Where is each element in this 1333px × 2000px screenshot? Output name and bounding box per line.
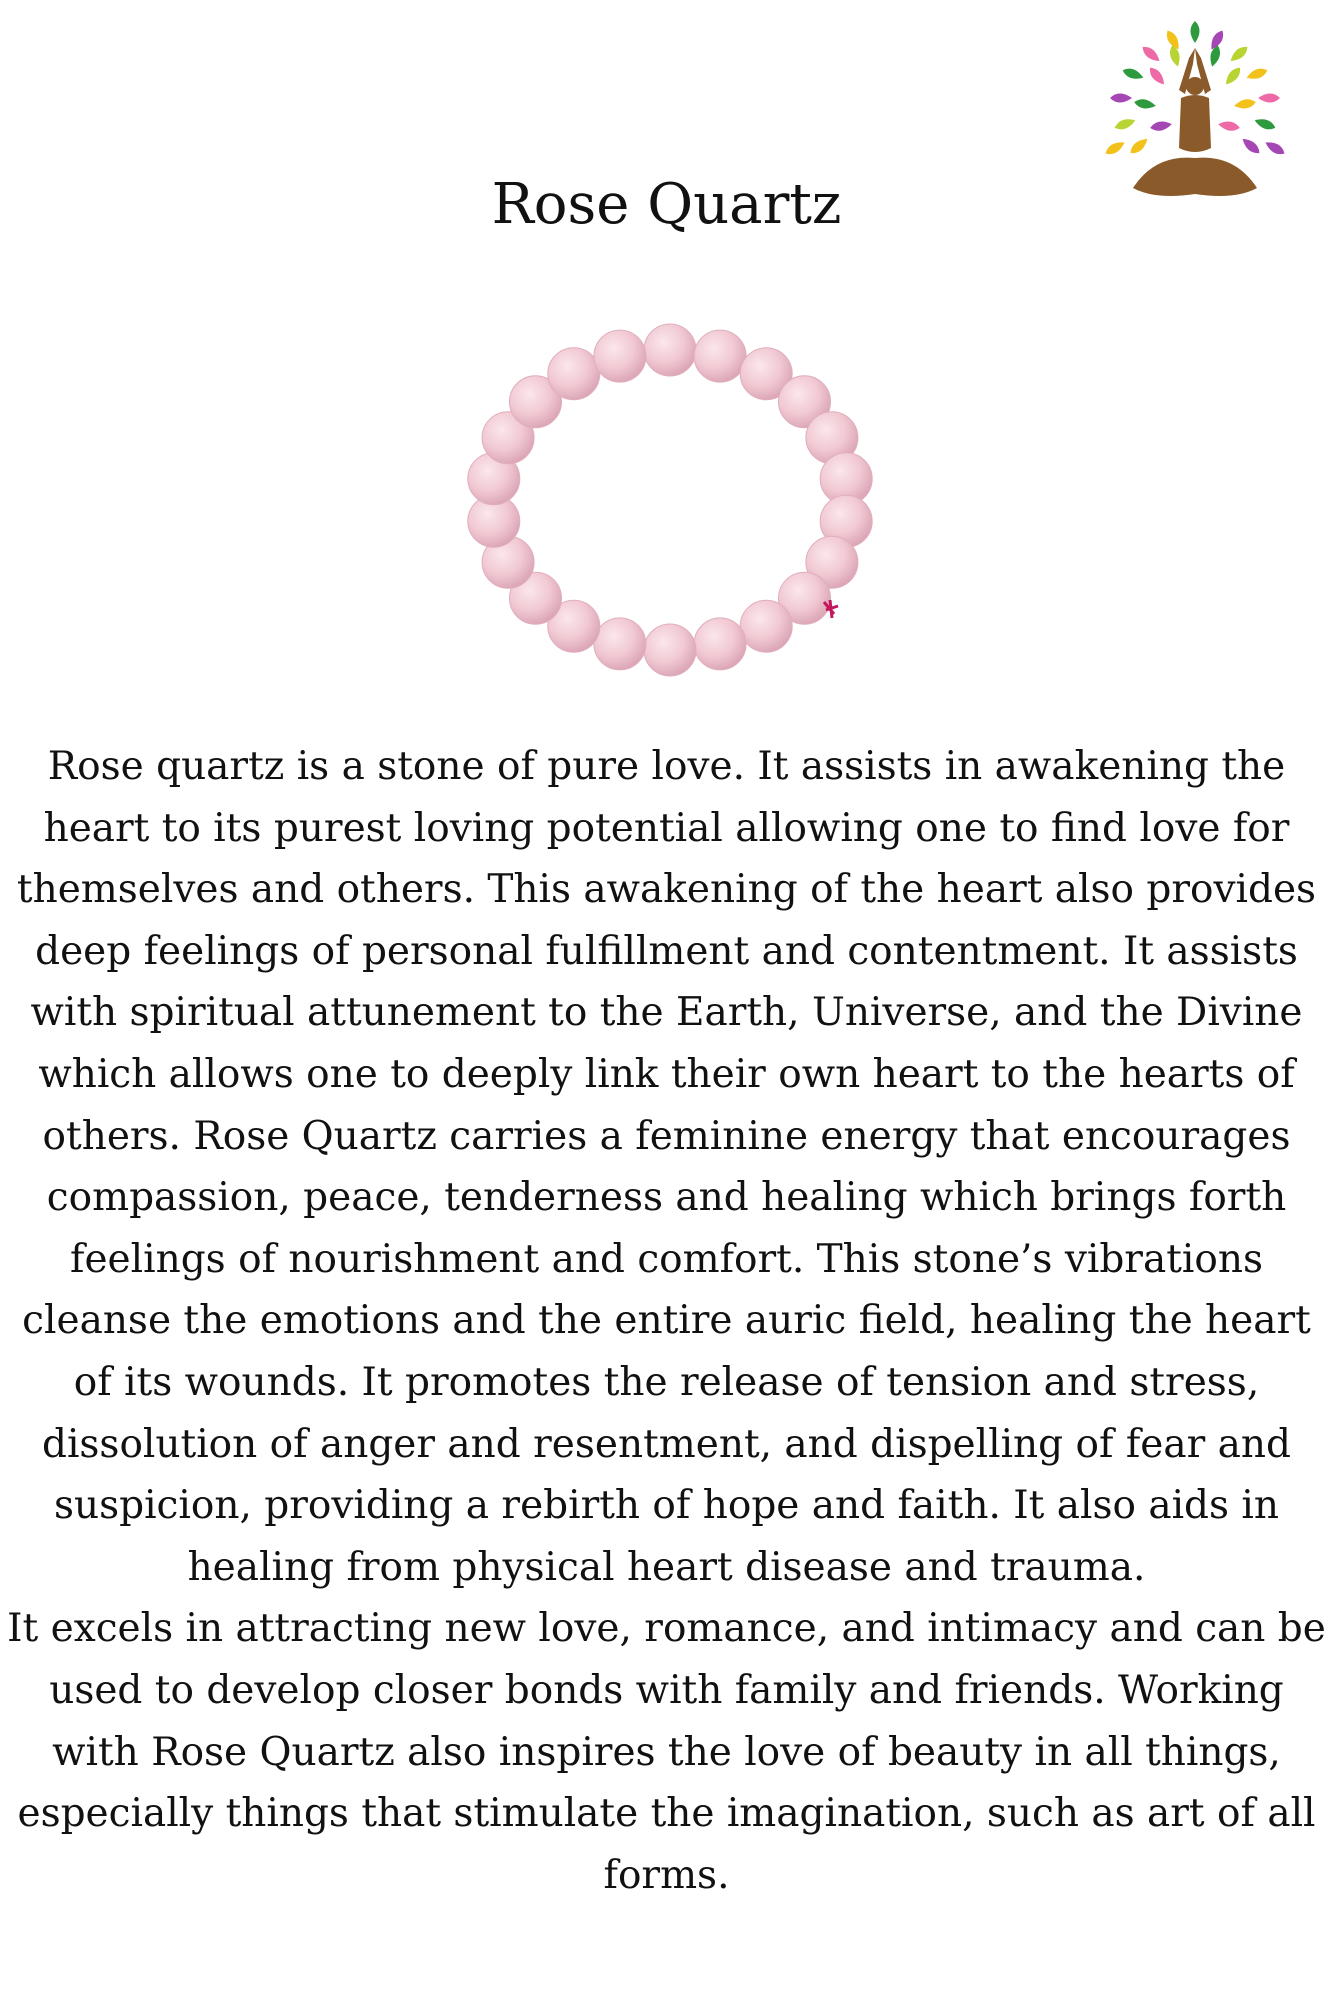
logo-leaf xyxy=(1103,139,1127,158)
logo-leaf xyxy=(1258,94,1280,103)
logo-leaf xyxy=(1263,139,1287,158)
description-paragraph-1: Rose quartz is a stone of pure love. It assists in awakening the heart to its purest loving potential allowing one to find love for themselves and others. This awakening of the heart also provides deep feelings of personal fulfillment and contentment. It assists with spiritual attunement to the Earth, Universe, and the Divine which allows one to deeply link their own heart to the hearts of others. Rose Quartz carries a feminine energy that encourages compassion, peace, tenderness and healing which brings forth feelings of nourishment and comfort. This stone’s vibrations cleanse the emotions and the entire auric field, healing the heart of its wounds. It promotes the release of tension and stress, dissolution of anger and resentment, and dispelling of fear and suspicion, providing a rebirth of hope and faith. It also aids in healing from physical heart disease and trauma. xyxy=(16,744,1317,1590)
bracelet-bead xyxy=(644,324,696,376)
logo-leaf xyxy=(1121,66,1145,82)
bracelet-bead xyxy=(594,330,646,382)
logo-leaf xyxy=(1240,135,1263,156)
logo-leaf xyxy=(1208,44,1222,68)
description-paragraph-2: It excels in attracting new love, romance, and intimacy and can be used to develop closer bonds with family and friends. Working with Rose Quartz also inspires the love of beauty in all things, especially things that stimulate the imagination, such as art of all forms. xyxy=(7,1606,1326,1898)
logo-leaf xyxy=(1233,98,1256,111)
bracelet-bead xyxy=(548,348,600,400)
page-title: Rose Quartz xyxy=(491,172,842,237)
logo-leaf xyxy=(1191,21,1200,43)
logo-leaf xyxy=(1113,116,1137,132)
logo-leaf xyxy=(1110,94,1132,103)
logo-leaf xyxy=(1217,120,1240,133)
bracelet-bead xyxy=(594,618,646,670)
logo-leaf xyxy=(1245,66,1269,82)
rose-quartz-bracelet-image xyxy=(420,300,920,700)
logo-leaf xyxy=(1133,98,1156,111)
logo-leaf xyxy=(1128,135,1151,156)
bracelet-bead xyxy=(694,618,746,670)
logo-leaf xyxy=(1253,116,1277,132)
logo-leaf xyxy=(1140,43,1163,64)
bracelet-bead xyxy=(740,600,792,652)
bracelet-knot xyxy=(824,600,838,618)
bracelet-bead xyxy=(644,624,696,676)
logo-leaf xyxy=(1228,43,1251,64)
logo-leaf xyxy=(1149,120,1172,133)
bracelet-bead xyxy=(694,330,746,382)
product-description xyxy=(0,736,1333,1906)
logo-leaf xyxy=(1146,65,1167,88)
logo-leaf xyxy=(1168,44,1182,68)
logo-leaf xyxy=(1222,65,1243,88)
bracelet-beads xyxy=(468,324,872,676)
